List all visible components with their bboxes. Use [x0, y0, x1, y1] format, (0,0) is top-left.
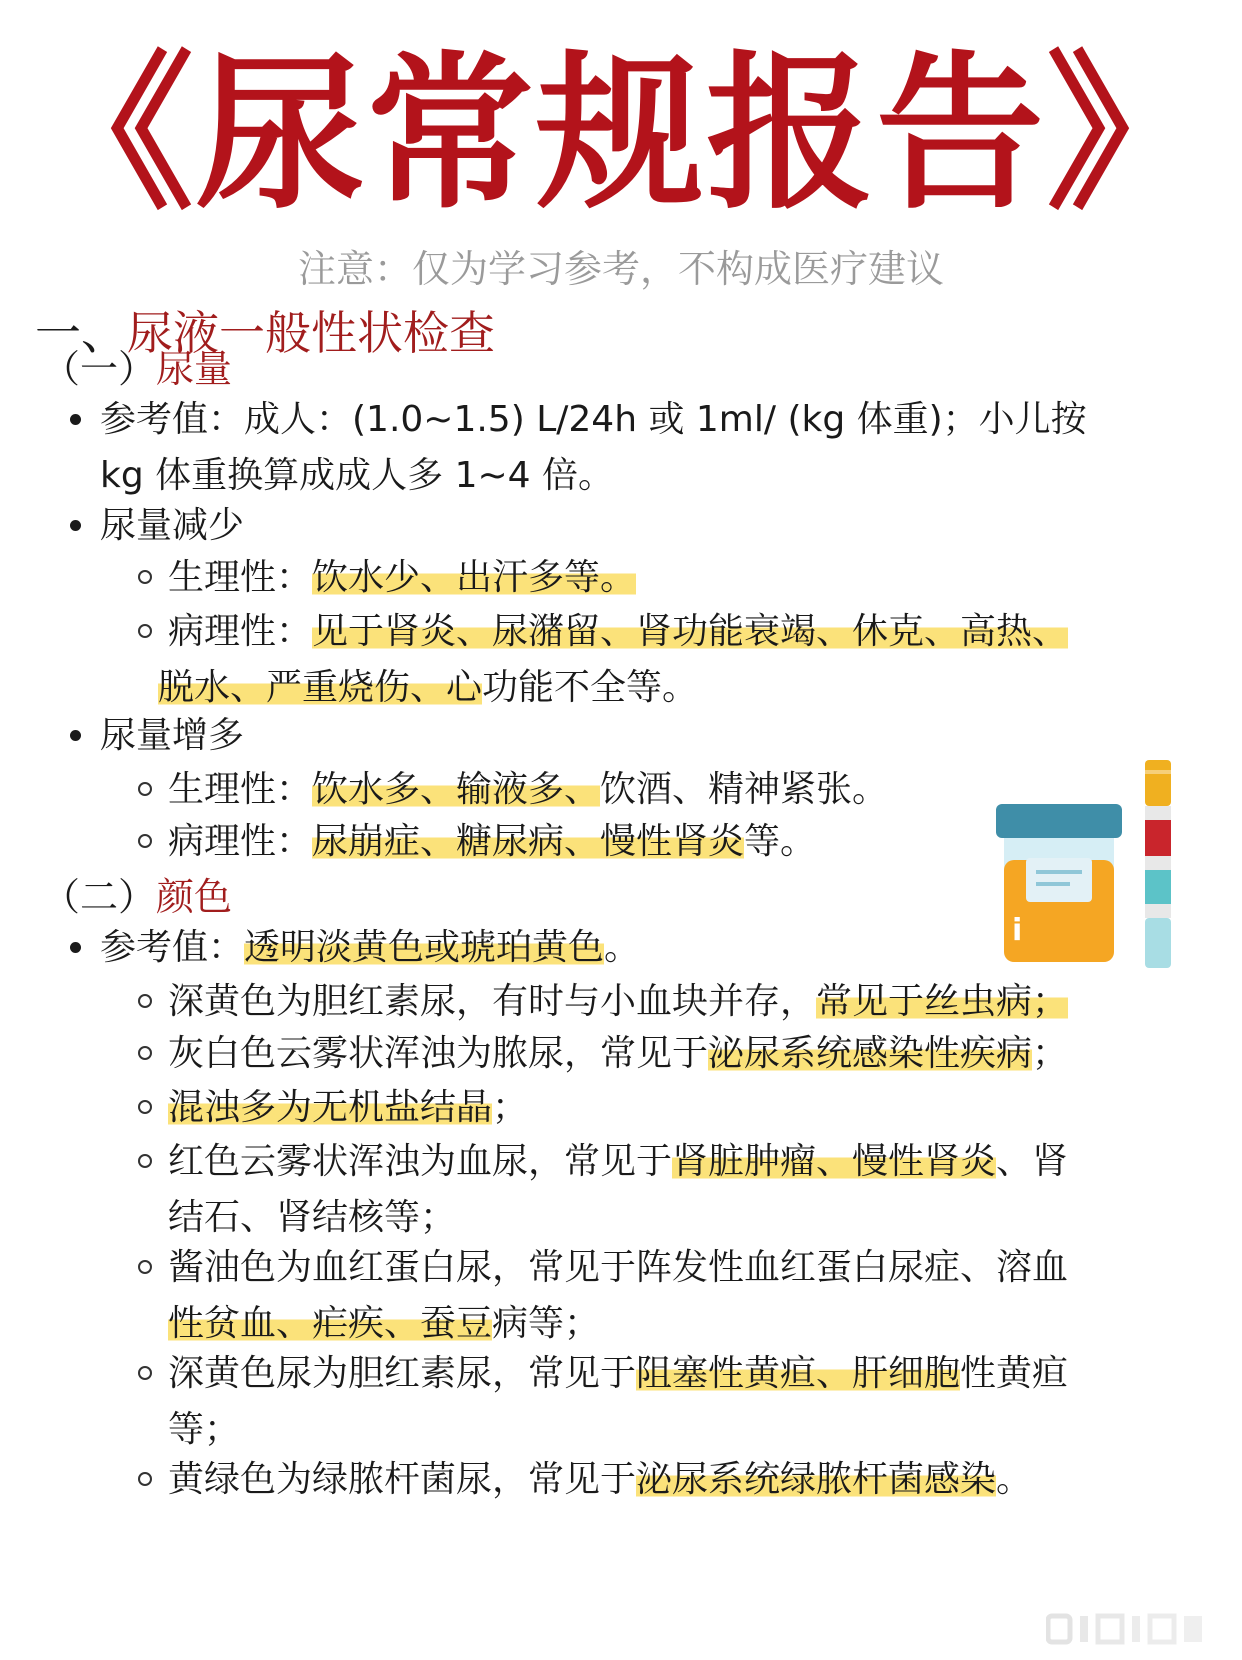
color-item-yellow-green: [168, 1452, 1032, 1508]
text: 结石、肾结核等；: [168, 1197, 457, 1238]
text: ；: [492, 1087, 529, 1128]
urine-cup-icon: [990, 760, 1180, 1000]
label: 参考值：: [100, 927, 245, 968]
subsection-heading-urine-volume: [42, 340, 232, 398]
bullet-volume-decrease: 尿量减少: [100, 498, 244, 554]
subsection-title: 颜色: [156, 875, 233, 919]
text: 病等；: [492, 1303, 601, 1344]
highlight: 性贫血、疟疾、蚕豆: [168, 1303, 493, 1344]
color-item-grayish-white: [168, 1026, 1068, 1082]
urine-sample-cup-illustration: [990, 760, 1180, 1000]
text: ；: [1032, 1033, 1069, 1074]
text: 深黄色尿为胆红素尿，常见于: [168, 1353, 637, 1394]
reference-line-1: 参考值：成人：(1.0~1.5) L/24h 或 1ml/ (kg 体重)；小儿按: [100, 399, 1087, 440]
text: 灰白色云雾状浑浊为脓尿，常见于: [168, 1033, 709, 1074]
highlight: 脱水、严重烧伤、心: [158, 667, 483, 708]
color-item-dark-yellow-urine: [168, 1346, 1068, 1458]
sub-bullet-physiological-increase: [168, 762, 888, 818]
subsection-number: （一）: [42, 347, 157, 391]
sub-bullet-physiological-decrease: [168, 550, 636, 606]
label: 生理性：: [168, 557, 313, 598]
highlight: 尿崩症、糖尿病、慢性肾炎: [312, 821, 745, 862]
label: 病理性：: [168, 611, 313, 652]
label: 病理性：: [168, 821, 313, 862]
text: 红色云雾状浑浊为血尿，常见于: [168, 1141, 673, 1182]
bullet-volume-increase: 尿量增多: [100, 708, 244, 764]
subsection-heading-color: [42, 868, 232, 926]
text: 酱油色为血红蛋白尿，常见于阵发性血红蛋白尿症、溶血: [168, 1247, 1069, 1288]
highlight: 泌尿系统绿脓杆菌感染: [636, 1459, 997, 1500]
sub-bullet-pathological-decrease: [158, 604, 1069, 716]
text: 性黄疸: [960, 1353, 1069, 1394]
highlight: 常见于丝虫病；: [816, 981, 1069, 1022]
text: 等。: [744, 821, 817, 862]
text: 。: [996, 1459, 1033, 1500]
subsection-title: 尿量: [156, 347, 233, 391]
highlight: 阻塞性黄疸、肝细胞: [636, 1353, 961, 1394]
highlight: 泌尿系统感染性疾病: [708, 1033, 1033, 1074]
highlight: 混浊多为无机盐结晶: [168, 1087, 493, 1128]
label: 生理性：: [168, 769, 313, 810]
watermark-logo: [1046, 1612, 1206, 1646]
reference-value-volume: [100, 392, 1087, 504]
color-item-turbid: [168, 1080, 528, 1136]
section-title: 尿液一般性状检查: [127, 306, 495, 360]
watermark-icon: [1046, 1612, 1206, 1646]
subsection-number: （二）: [42, 875, 157, 919]
text: 等；: [168, 1409, 241, 1450]
page-title: 《尿常规报告》: [26, 34, 1216, 232]
highlight: 肾脏肿瘤、慢性肾炎: [672, 1141, 997, 1182]
text: 。: [604, 927, 641, 968]
text: 、肾: [996, 1141, 1069, 1182]
highlight: 饮水少、出汗多等。: [312, 557, 637, 598]
highlight: 见于肾炎、尿潴留、肾功能衰竭、休克、高热、: [312, 611, 1069, 652]
highlight: 透明淡黄色或琥珀黄色: [244, 927, 605, 968]
color-item-soy-sauce: [168, 1240, 1068, 1352]
reference-value-color: [100, 920, 640, 976]
text: 深黄色为胆红素尿，有时与小血块并存，: [168, 981, 817, 1022]
text: 黄绿色为绿脓杆菌尿，常见于: [168, 1459, 637, 1500]
text: 饮酒、精神紧张。: [600, 769, 889, 810]
cup-badge-text: i: [1012, 913, 1023, 948]
section-number: 一、: [35, 306, 127, 360]
color-item-dark-yellow: [168, 974, 1068, 1030]
disclaimer-notice: 注意：仅为学习参考，不构成医疗建议: [297, 247, 944, 291]
sub-bullet-pathological-increase: [168, 814, 816, 870]
color-item-red: [168, 1134, 1068, 1246]
text: 功能不全等。: [482, 667, 699, 708]
reference-line-2: kg 体重换算成成人多 1~4 倍。: [100, 455, 615, 496]
highlight: 饮水多、输液多、: [312, 769, 601, 810]
